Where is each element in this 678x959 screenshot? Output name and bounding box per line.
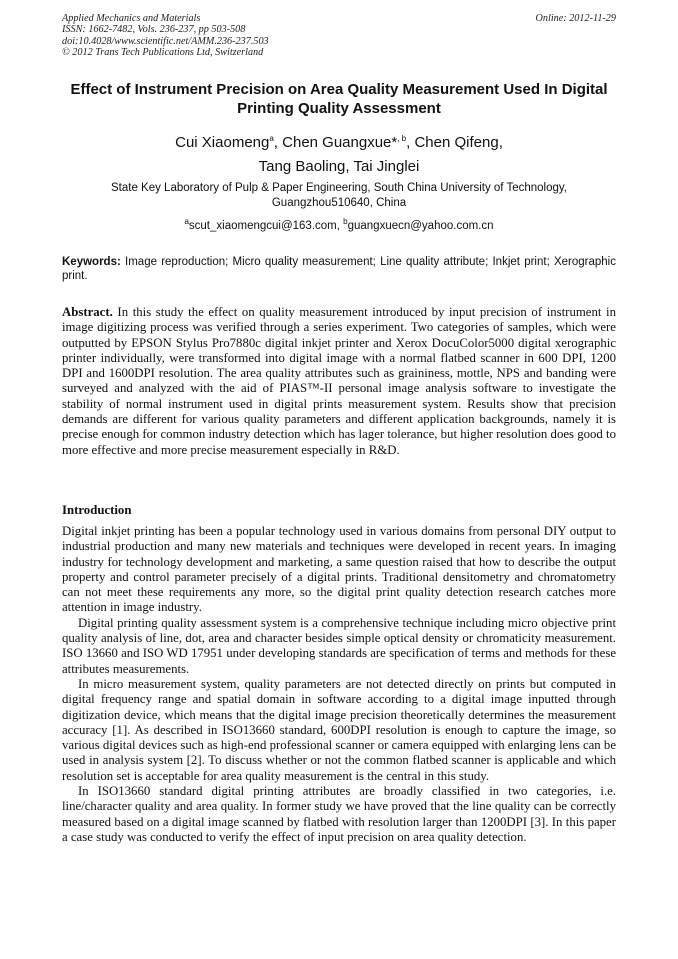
author-line-1: Cui Xiaomeng$^a$, Chen Guangxue*$^{, b}$, Chen Qifeng, xyxy=(175,134,503,151)
email-mark: a xyxy=(184,217,189,227)
author-emails xyxy=(62,219,616,233)
email-mark: b xyxy=(343,217,348,227)
paragraph: Digital inkjet printing has been a popular technology used in various domains from personal DIY output to industrial production and many new materials and techniques were developed in recent years. In imaging industry for technology development and marketing, a same question raised that how to describe the output property and control parameter precisely of a digital prints. Traditional densitometry and chromatometry can not meet these requirements any more, so the digital print quality detection research catches more attention in image industry. xyxy=(62,524,616,615)
abstract xyxy=(62,305,616,458)
author-names: , Chen Qifeng, xyxy=(406,134,503,151)
keywords-text: Image reproduction; Micro quality measurement; Line quality attribute; Inkjet print; Xerographic print. xyxy=(62,256,616,282)
introduction-body xyxy=(62,524,616,845)
copyright-line: © 2012 Trans Tech Publications Ltd, Switzerland xyxy=(62,47,264,59)
issn-line: ISSN: 1662-7482, Vols. 236-237, pp 503-508 xyxy=(62,24,246,36)
author-affil-mark: , b xyxy=(397,134,407,143)
author-line-2: Tang Baoling, Tai Jinglei xyxy=(258,158,420,175)
doi-line: doi:10.4028/www.scientific.net/AMM.236-237.503 xyxy=(62,35,269,47)
keywords xyxy=(62,256,616,283)
section-heading: Introduction xyxy=(62,503,132,517)
journal-name: Applied Mechanics and Materials xyxy=(62,13,201,24)
keywords-label: Keywords: xyxy=(62,256,121,268)
online-date: Online: 2012-11-29 xyxy=(535,13,616,24)
author-name: Cui Xiaomeng xyxy=(175,134,270,151)
author-affil-mark: a xyxy=(269,134,274,143)
email-address: scut_xiaomengcui@163.com, xyxy=(188,220,344,232)
paper-title: Effect of Instrument Precision on Area Quality Measurement Used In Digital Printing Quality Assessment xyxy=(70,81,608,117)
abstract-label: Abstract. xyxy=(62,305,113,319)
abstract-text: In this study the effect on quality measurement introduced by input precision of instrument in image digitizing process was verified through a series experiment. Two categories of samples, which were outputted by EPSON Stylus Pro7880c digital inkjet printer and Xerox DocuColor5000 digital xerographic printer individually, were transformed into digital image with a normal flatbed scanner in 600 DPI, 1200 DPI and 1600DPI resolution. The area quality attributes such as graininess, mottle, NPS and banding were surveyed and analyzed with the aid of PIAS™-II personal image analysis software to investigate the stability of normal instrument used in digital prints measurement system. Results show that precision demands are different for various quality parameters and different application backgrounds, namely it is precise enough for common industry detection which has lager tolerance, but higher resolution does good to more effective and more precise measurement especially in R&D. xyxy=(62,305,616,457)
paragraph: In ISO13660 standard digital printing attributes are broadly classified in two categories, i.e. line/character quality and area quality. In former study we have proved that the line quality can be correctly measured based on a digital image scanned by flatbed with resolution larger than 1200DPI [3]. In this paper a case study was conducted to verify the effect of input precision on area quality detection. xyxy=(62,784,616,844)
author-name: Chen Guangxue* xyxy=(282,134,398,151)
paragraph: Digital printing quality assessment system is a comprehensive technique including micro objective print quality analysis of line, dot, area and character besides simple optical density or chromaticity measurement. ISO 13660 and ISO WD 17951 under developing standards are specification of terms and methods for these attributes measurements. xyxy=(62,615,616,676)
affiliation: State Key Laboratory of Pulp & Paper Engineering, South China University of Technology, Guangzhou510640, China xyxy=(110,182,567,209)
email-address: guangxuecn@yahoo.com.cn xyxy=(347,220,494,232)
paragraph: In micro measurement system, quality parameters are not detected directly on prints but computed in digital frequency range and spatial domain in software according to a digital image inputted through digitization device, which means that the digital image precision theoretically determines the measurement accuracy [1]. As described in ISO13660 standard, 600DPI resolution is enough to capture the image, so various digital devices such as high-end professional scanner or camera equipped with enlarging lens can be used in analysis system [2]. To discuss whether or not the common flatbed scanner is applicable and which resolution set is acceptable for area quality measurement is the central in this study. xyxy=(62,676,616,783)
author-list xyxy=(62,131,616,179)
journal-header xyxy=(62,13,616,59)
